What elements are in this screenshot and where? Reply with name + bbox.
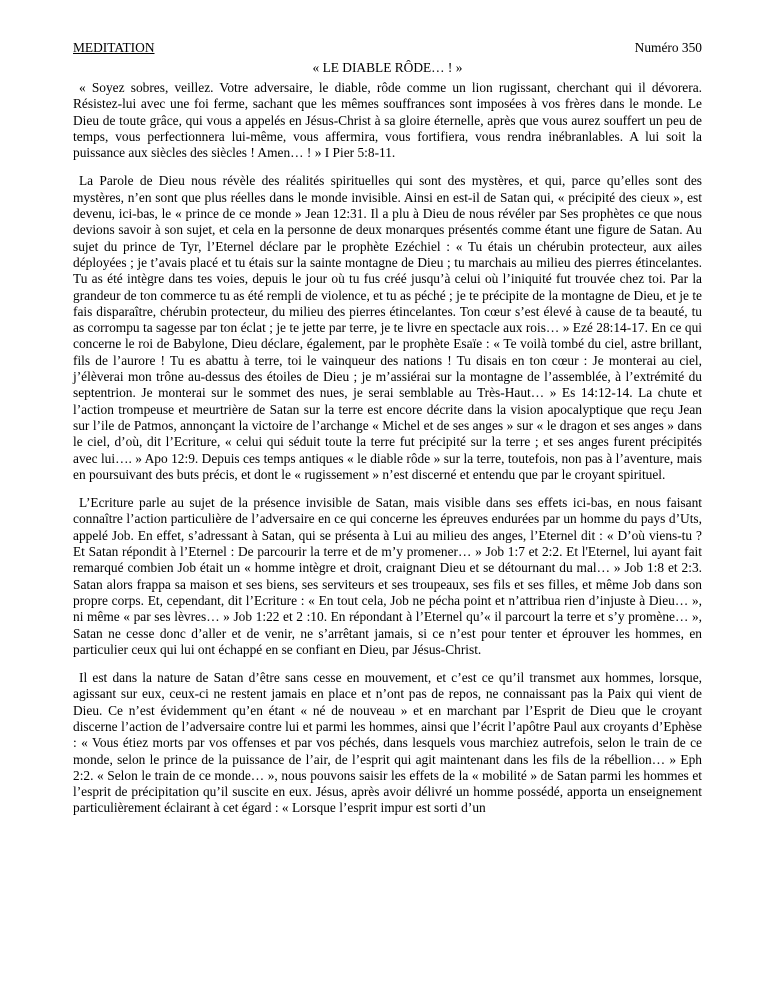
page-header (73, 40, 702, 80)
paragraph-3: L’Ecriture parle au sujet de la présence invisible de Satan, mais visible dans ses effets ici-bas, en nous faisant connaître l’action particulière de l’adversaire en ce qui concerne les épreuves endurées par un homme du pays d’Uts, appelé Job. En effet, s’adressant à Satan, qui se présenta à Lui au milieu des anges, l’Eternel dit : « D’où viens-tu ? Et Satan répondit à l’Eternel : De parcourir la terre et de m’y promener… » Job 1:7 et 2:2. Et l'Eternel, lui ayant fait remarqué combien Job était un « homme intègre et droit, craignant Dieu et se détournant du mal… » Job 1:8 et 2:3. Satan alors frappa sa maison et ses biens, ses serviteurs et ses troupeaux, ses fils et ses filles, et même Job dans son propre corps. Et, cependant, dit l’Ecriture : « En tout cela, Job ne pécha point et n’attribua rien d’injuste à Dieu… », ni même « par ses lèvres… » Job 1:22 et 2 :10. En répondant à l’Eternel qu’« il parcourt la terre et s’y promène… », Satan ne cesse donc d’aller et de venir, ne s’arrêtant jamais, si ce n’est pour tenter et éprouver les hommes, en particulier ceux qui lui ont échappé en se confiant en Dieu, par Jésus-Christ. (73, 495, 702, 657)
document-body (73, 80, 702, 817)
paragraph-2: La Parole de Dieu nous révèle des réalités spirituelles qui sont des mystères, et qui, parce qu’elles sont des mystères, n’en sont que plus réelles dans le monde invisible. Ainsi en est-il de Satan qui, « précipité des cieux », est devenu, ici-bas, le « prince de ce monde » Jean 12:31. Il a plu à Dieu de nous révéler par Ses prophètes ce que nous devions savoir à son sujet, et cela en la personne de deux monarques présentés comme étant une figure de Satan. Au sujet du prince de Tyr, l’Eternel déclare par le prophète Ezéchiel : « Tu étais un chérubin protecteur, aux ailes déployées ; je t’avais placé et tu étais sur la sainte montagne de Dieu ; tu marchais au milieu des pierres étincelantes. Tu as été intègre dans tes voies, depuis le jour où tu fus créé jusqu’à celui où l’iniquité fut trouvée chez toi. Par la grandeur de ton commerce tu as été rempli de violence, et tu as péché ; je te précipite de la montagne de Dieu, et je te fais disparaître, chérubin protecteur, du milieu des pierres étincelantes. Ton cœur s’est élevé à cause de ta beauté, tu as corrompu ta sagesse par ton éclat ; je te jette par terre, je te livre en spectacle aux rois… » Ezé 28:14-17. En ce qui concerne le roi de Babylone, Dieu déclare, également, par le prophète Esaïe : « Te voilà tombé du ciel, astre brillant, fils de l’aurore ! Tu es abattu à terre, toi le vainqueur des nations ! Tu disais en ton cœur : Je monterai au ciel, j’élèverai mon trône au-dessus des étoiles de Dieu ; je m’assiérai sur la montagne de l’assemblée, à l’extrémité du septentrion. Je monterai sur le sommet des nues, je serai semblable au Très-Haut… » Es 14:12-14. La chute et l’action trompeuse et meurtrière de Satan sur la terre est encore décrite dans la vision apocalyptique que reçu Jean sur l’ile de Patmos, annonçant la victoire de l’archange « Michel et de ses anges » sur « le dragon et ses anges » dans le ciel, d’où, dit l’Ecriture, « celui qui séduit toute la terre fut précipité sur la terre ; et ses anges furent précipités avec lui…. » Apo 12:9. Depuis ces temps antiques « le diable rôde » sur la terre, toutefois, non pas à l’aventure, mais en poursuivant des buts précis, et dont le « rugissement » n’est discerné et entendu que par le croyant spirituel. (73, 173, 702, 482)
document-page (73, 40, 702, 829)
issue-number: Numéro 350 (634, 40, 702, 55)
paragraph-4: Il est dans la nature de Satan d’être sans cesse en mouvement, et c’est ce qu’il transmet aux hommes, lorsque, agissant sur eux, ceux-ci ne restent jamais en place et n’ont pas de repos, ne connaissant pas la Paix qui vient de Dieu. Ce n’est évidemment qu’en étant « né de nouveau » et en marchant par l’Esprit de Dieu que le croyant discerne l’action de l’adversaire contre lui et parmi les hommes, ainsi que l’écrit l’apôtre Paul aux croyants d’Ephèse : « Vous étiez morts par vos offenses et par vos péchés, dans lesquels vous marchiez autrefois, selon le train de ce monde, selon le prince de la puissance de l’air, de l’esprit qui agit maintenant dans les fils de la rébellion… » Eph 2:2. « Selon le train de ce monde… », nous pouvons saisir les effets de la « mobilité » de Satan parmi les hommes et l’esprit de précipitation qu’il suscite en eux. Jésus, après avoir délivré un homme possédé, apporta un enseignement particulièrement éclairant à cet égard : « Lorsque l’esprit impur est sorti d’un (73, 670, 702, 816)
header-label: MEDITATION (73, 40, 155, 55)
document-title: « LE DIABLE RÔDE… ! » (312, 60, 463, 75)
paragraph-1: « Soyez sobres, veillez. Votre adversaire, le diable, rôde comme un lion rugissant, cherchant qui il dévorera. Résistez-lui avec une foi ferme, sachant que les mêmes souffrances sont imposées à vos frères dans le monde. Le Dieu de toute grâce, qui vous a appelés en Jésus-Christ à sa gloire éternelle, après que vous aurez souffert un peu de temps, vous perfectionnera lui-même, vous affermira, vous fortifiera, vous rendra inébranlables. A lui soit la puissance aux siècles des siècles ! Amen… ! » I Pier 5:8-11. (73, 80, 702, 161)
